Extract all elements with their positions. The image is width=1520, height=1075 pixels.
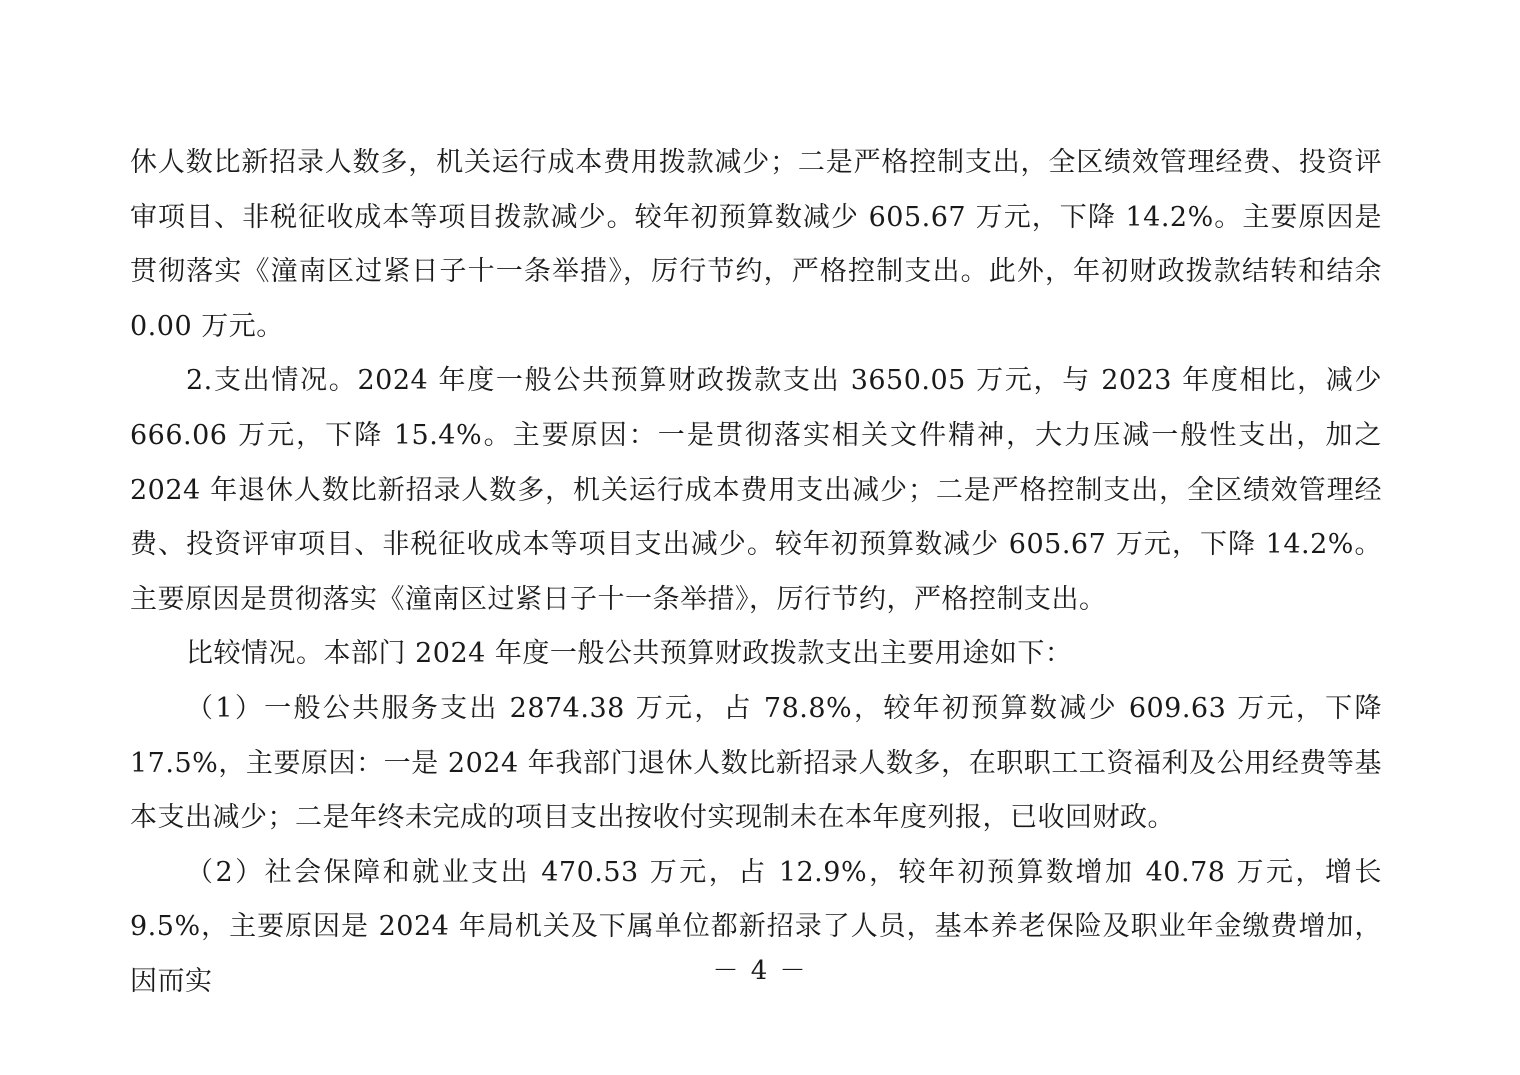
paragraph-expenditure: 2.支出情况。2024 年度一般公共预算财政拨款支出 3650.05 万元，与 2023 年度相比，减少 666.06 万元，下降 15.4%。主要原因：一是贯彻落实相关文件精神，大力压减一般性支出，加之 2024 年退休人数比新招录人数多，机关运行成本费用支出减少；二是严格控制支出，全区绩效管理经费、投资评审项目、非税征收成本等项目支出减少。较年初预算数减少 605.67 万元，下降 14.2%。主要原因是贯彻落实《潼南区过紧日子十一条举措》，厉行节约，严格控制支出。 <box>130 365 1382 615</box>
paragraph-general-public-services: （1）一般公共服务支出 2874.38 万元，占 78.8%，较年初预算数减少 609.63 万元，下降 17.5%，主要原因：一是 2024 年我部门退休人数比新招录人数多，在职职工工资福利及公用经费等基本支出减少；二是年终未完成的项目支出按收付实现制未在本年度列报，已收回财政。 <box>130 692 1382 834</box>
page-number: － 4 － <box>712 956 808 986</box>
paragraph-social-security: （2）社会保障和就业支出 470.53 万元，占 12.9%，较年初预算数增加 40.78 万元，增长 9.5%，主要原因是 2024 年局机关及下属单位都新招录了人员，基本养老保险及职业年金缴费增加，因而实 <box>130 856 1382 997</box>
paragraph-comparison-intro: 比较情况。本部门 2024 年度一般公共预算财政拨款支出主要用途如下： <box>186 638 1073 670</box>
paragraph-revenue-continued: 休人数比新招录人数多，机关运行成本费用拨款减少；二是严格控制支出，全区绩效管理经费、投资评审项目、非税征收成本等项目拨款减少。较年初预算数减少 605.67 万元，下降 14.2%。主要原因是贯彻落实《潼南区过紧日子十一条举措》，厉行节约，严格控制支出。此外，年初财政拨款结转和结余 0.00 万元。 <box>130 147 1382 342</box>
document-body <box>130 136 1382 1010</box>
